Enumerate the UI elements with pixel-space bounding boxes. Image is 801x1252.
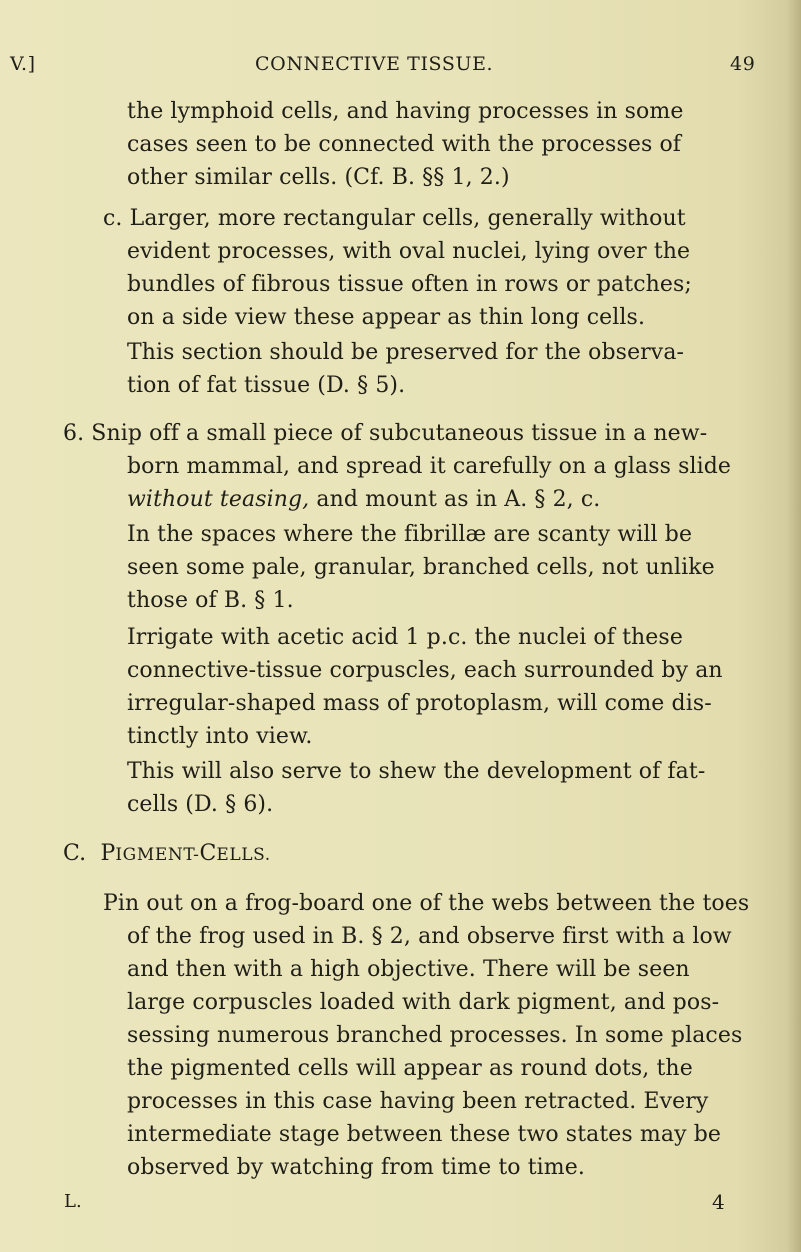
- text-line: of the frog used in B. § 2, and observe first with a low: [127, 924, 732, 949]
- text-line: Pin out on a frog-board one of the webs between the toes: [103, 891, 750, 916]
- text-line: In the spaces where the fibrillæ are scanty will be: [127, 522, 693, 547]
- text-line: cases seen to be connected with the processes of: [127, 132, 682, 157]
- text-line: [127, 486, 600, 514]
- text-line: sessing numerous branched processes. In some places: [127, 1023, 743, 1048]
- text-line: and then with a high objective. There will be seen: [127, 957, 690, 982]
- text-line: large corpuscles loaded with dark pigment, and pos-: [127, 990, 720, 1015]
- text-line: evident processes, with oval nuclei, lying over the: [127, 239, 691, 264]
- text-line: born mammal, and spread it carefully on a glass slide: [127, 454, 732, 479]
- signature-mark: L.: [64, 1191, 82, 1212]
- text-line: intermediate stage between these two states may be: [127, 1122, 722, 1147]
- text-line: 6. Snip off a small piece of subcutaneous tissue in a new-: [63, 421, 708, 446]
- signature-number: 4: [712, 1190, 725, 1214]
- text-line: the lymphoid cells, and having processes in some: [127, 99, 684, 124]
- heading-initial: C: [199, 841, 217, 866]
- text-line: c. Larger, more rectangular cells, generally without: [103, 206, 686, 231]
- text-line: cells (D. § 6).: [127, 792, 274, 817]
- heading-initial: P: [100, 841, 116, 866]
- heading-smallcaps: ELLS.: [216, 845, 271, 865]
- text-line: those of B. § 1.: [127, 588, 294, 613]
- text-line: This section should be preserved for the observa-: [127, 340, 685, 365]
- text-line: other similar cells. (Cf. B. §§ 1, 2.): [127, 165, 510, 190]
- section-heading: [63, 840, 271, 869]
- text-line: connective-tissue corpuscles, each surrounded by an: [127, 658, 723, 683]
- text-line: observed by watching from time to time.: [127, 1155, 585, 1180]
- text-line: processes in this case having been retracted. Every: [127, 1089, 709, 1114]
- text-line: bundles of fibrous tissue often in rows or patches;: [127, 272, 692, 297]
- italic-phrase: without teasing,: [127, 487, 310, 512]
- chapter-marker: V.]: [10, 53, 36, 75]
- text-line: Irrigate with acetic acid 1 p.c. the nuclei of these: [127, 625, 683, 650]
- text-line: on a side view these appear as thin long cells.: [127, 305, 646, 330]
- page-number: 49: [730, 53, 756, 75]
- text-line: irregular-shaped mass of protoplasm, will come dis-: [127, 691, 712, 716]
- text-line: seen some pale, granular, branched cells, not unlike: [127, 555, 715, 580]
- text-line: tion of fat tissue (D. § 5).: [127, 373, 406, 398]
- text-line: tinctly into view.: [127, 724, 313, 749]
- text-line: This will also serve to shew the development of fat-: [127, 759, 706, 784]
- text-span: and mount as in A. § 2, c.: [316, 487, 601, 512]
- heading-smallcaps: IGMENT-: [115, 845, 200, 865]
- running-title: CONNECTIVE TISSUE.: [255, 53, 494, 75]
- page-edge-shadow: [787, 0, 801, 1252]
- section-letter: C.: [63, 841, 87, 866]
- text-line: the pigmented cells will appear as round dots, the: [127, 1056, 693, 1081]
